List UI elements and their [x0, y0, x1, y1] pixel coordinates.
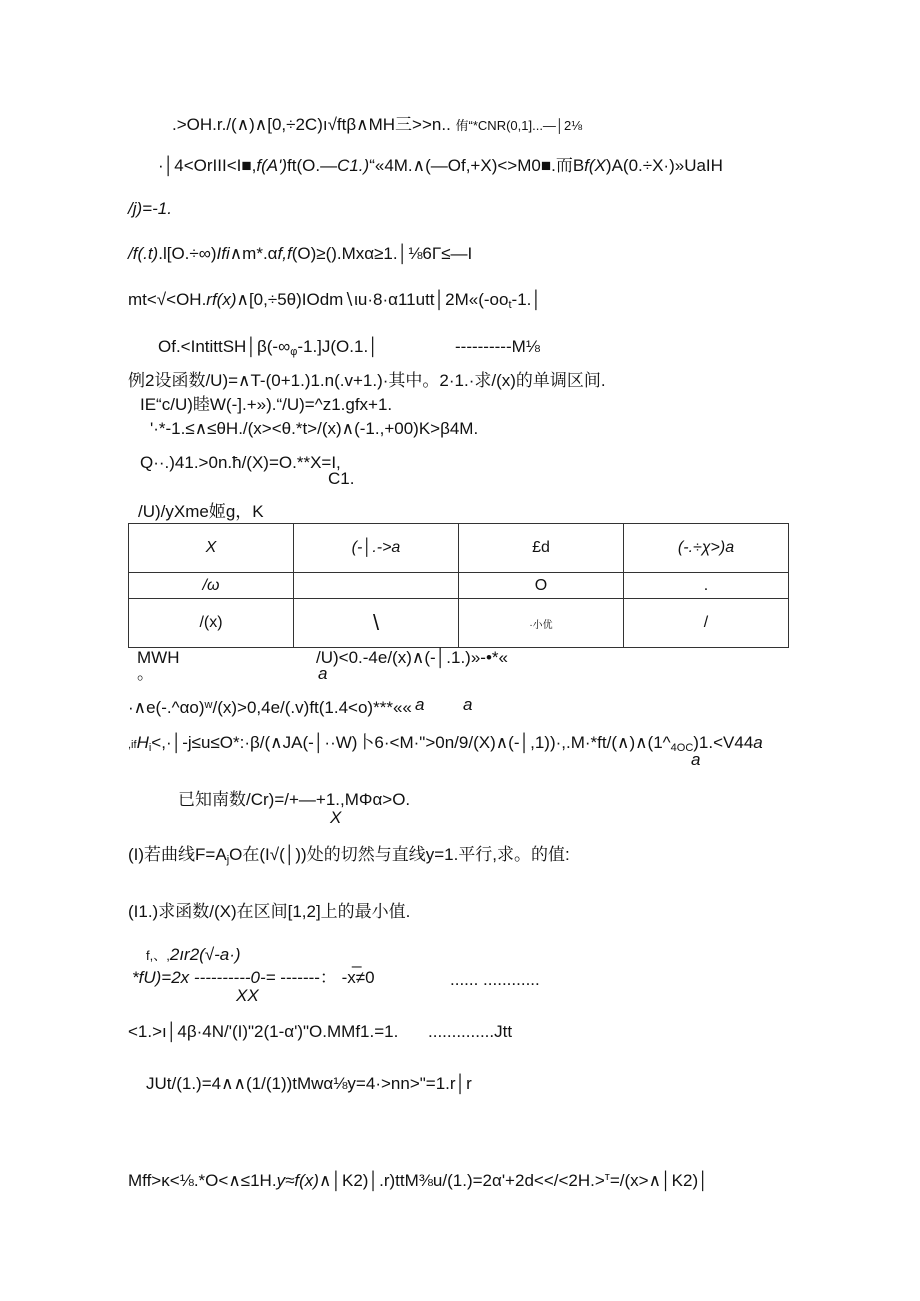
text-line: X	[330, 808, 342, 827]
table-cell: £d	[459, 524, 624, 573]
text-line	[128, 290, 542, 315]
text-fragment: ∧[0,÷5θ)IOdm∖ιu·8·α11utt│2M«(-oo	[236, 290, 509, 309]
text-line: <1.>ı│4β·4N/'(I)"2(1-α')"O.MMf1.=1.	[128, 1022, 399, 1041]
text-line	[132, 968, 375, 988]
text-line	[146, 945, 241, 966]
text-fragment: a	[753, 733, 763, 752]
text-fragment: rf(x)	[206, 290, 237, 309]
table-cell: /ω	[129, 573, 294, 599]
text-fragment: y≈f(x)∧	[276, 1171, 332, 1190]
text-fragment: f(X	[584, 156, 606, 175]
text-fragment: j	[226, 854, 230, 866]
text-fragment: 侑“*CNR(0,1]...—│2⅛	[455, 118, 583, 133]
text-line: Q··.)41.>0n.ħ/(X)=O.**X=I,	[140, 453, 341, 472]
table-row	[129, 599, 789, 648]
text-line: a	[463, 695, 473, 714]
text-line: /U)<0.-4e/(x)∧(-│.1.)»-•*«	[316, 648, 508, 667]
text-line: 例2设函数/U)=∧T-(0+1.)1.n(.v+1.)·其中。2·1.·求/(x)的单调区间.	[128, 371, 606, 390]
sign-table	[128, 523, 789, 648]
text-fragment: ·│4<OrIII<I■,	[158, 156, 257, 175]
text-fragment: ----------0-=	[193, 968, 276, 987]
table-cell: (-.÷χ>)a	[624, 524, 789, 573]
text-fragment: C1.)	[337, 156, 370, 175]
text-fragment: ft(O.—	[287, 156, 338, 175]
text-fragment: Of.<IntittSH│β(-∞	[158, 337, 291, 356]
text-line: MWH	[137, 648, 180, 667]
table-cell: /	[624, 599, 789, 648]
text-line	[128, 244, 472, 264]
text-fragment: )A(0.÷X·)»UaIH	[605, 156, 723, 175]
table-cell: X	[129, 524, 294, 573]
table-cell: (-│.->a	[294, 524, 459, 573]
text-fragment: (O)≥().Mxα≥1.│⅛6Γ≤—I	[291, 244, 473, 263]
text-fragment: f(A')	[256, 156, 288, 175]
text-fragment: 2ır2	[169, 945, 200, 964]
text-line: _	[352, 949, 362, 968]
text-fragment: .l[O.÷∞)	[158, 244, 217, 263]
text-line	[128, 733, 763, 758]
text-fragment: =/(x>∧│K2)│	[609, 1171, 709, 1190]
table-cell: .	[624, 573, 789, 599]
text-fragment: (√-a·)	[199, 945, 241, 964]
text-line	[128, 845, 570, 870]
table-row	[129, 573, 789, 599]
table-cell: \	[294, 599, 459, 648]
text-line: 已知南数/Cr)=/+—+1.,MΦα>O.	[178, 790, 411, 809]
table-cell: O	[459, 573, 624, 599]
text-line: 。	[137, 664, 154, 683]
text-fragment: т	[604, 1171, 610, 1183]
text-line: ----------M⅛	[455, 337, 540, 356]
text-line: /j)=-1.	[128, 199, 172, 218]
text-fragment: Ifi	[216, 244, 230, 263]
text-fragment: ,、,	[149, 948, 170, 963]
text-fragment: .>OH.r./(∧)∧[0,÷2C)ı√ftβ∧MH三>>n..	[172, 115, 451, 134]
text-line: a	[691, 750, 701, 769]
text-line: C1.	[328, 469, 355, 488]
text-fragment: mt<√<OH.	[128, 290, 207, 309]
text-fragment: ,if	[128, 739, 137, 751]
text-fragment: /f(.t)	[128, 244, 159, 263]
text-fragment: t	[508, 299, 512, 311]
text-fragment: *fU)=2x	[132, 968, 190, 987]
text-line	[128, 695, 412, 718]
text-fragment: φ	[290, 346, 298, 358]
text-fragment: f,f	[277, 244, 292, 263]
text-fragment: -------： -x≠0	[280, 968, 375, 987]
text-line	[172, 115, 582, 136]
table-row	[129, 524, 789, 573]
text-line: ...... ............	[450, 970, 540, 989]
text-fragment: (I)若曲线F=A	[128, 845, 227, 864]
text-fragment: <,·│-j≤u≤O*:·β/(∧JA(-│··W)卜6·<M·">0n/9/(X)∧(-│,1))·,.M·*ft/(∧)∧(1^	[151, 733, 671, 752]
table-cell	[294, 573, 459, 599]
text-fragment: 4OC	[670, 742, 694, 754]
text-fragment: Mff>κ<⅛.*O<∧≤1H.	[128, 1171, 277, 1190]
text-fragment: -1.│	[511, 290, 542, 309]
text-line: a	[318, 664, 328, 683]
text-fragment: f	[146, 948, 150, 963]
text-fragment: ·∧e(-.^αo)	[128, 698, 205, 717]
table-cell: ·小优	[459, 599, 624, 648]
text-line: JUt/(1.)=4∧∧(1/(1))tMwα⅛y=4·>nn>"=1.r│r	[146, 1074, 472, 1093]
text-fragment: ∧m*.α	[229, 244, 278, 263]
text-line: XX	[236, 986, 259, 1005]
text-fragment: O在(I√(│))处的切然与直线y=1.平行,求。的值:	[229, 845, 570, 864]
text-fragment: )1.<V44	[693, 733, 754, 752]
text-line: '·*-1.≤∧≤θH./(x><θ.*t>/(x)∧(-1.,+00)K>β4M.	[150, 419, 479, 438]
text-line: a	[415, 695, 425, 714]
text-fragment: /(x)>0,4e/(.v)ft(1.4<o)***««	[212, 698, 412, 717]
text-fragment: │K2)│.r)ttM⅜u/(1.)=2α'+2d<</<2H.>	[331, 1171, 605, 1190]
text-line	[158, 156, 723, 176]
text-line: /U)/yXme姬g，K	[138, 502, 264, 521]
text-fragment: -1.]J(O.1.│	[297, 337, 379, 356]
text-line: IE“c/U)睦W(-].+»).“/U)=^z1.gfx+1.	[140, 395, 393, 414]
text-fragment: w	[204, 699, 213, 711]
text-line	[128, 1167, 709, 1191]
text-line: ..............Jtt	[428, 1022, 513, 1041]
text-line: (I1.)求函数/(X)在区间[1,2]上的最小值.	[128, 902, 411, 921]
text-fragment: “«4M.∧(—Of,+X)<>M0■.而B	[369, 156, 585, 175]
text-fragment: i	[148, 742, 152, 754]
text-line	[158, 337, 379, 362]
text-fragment: H	[136, 733, 149, 752]
table-cell: /(x)	[129, 599, 294, 648]
